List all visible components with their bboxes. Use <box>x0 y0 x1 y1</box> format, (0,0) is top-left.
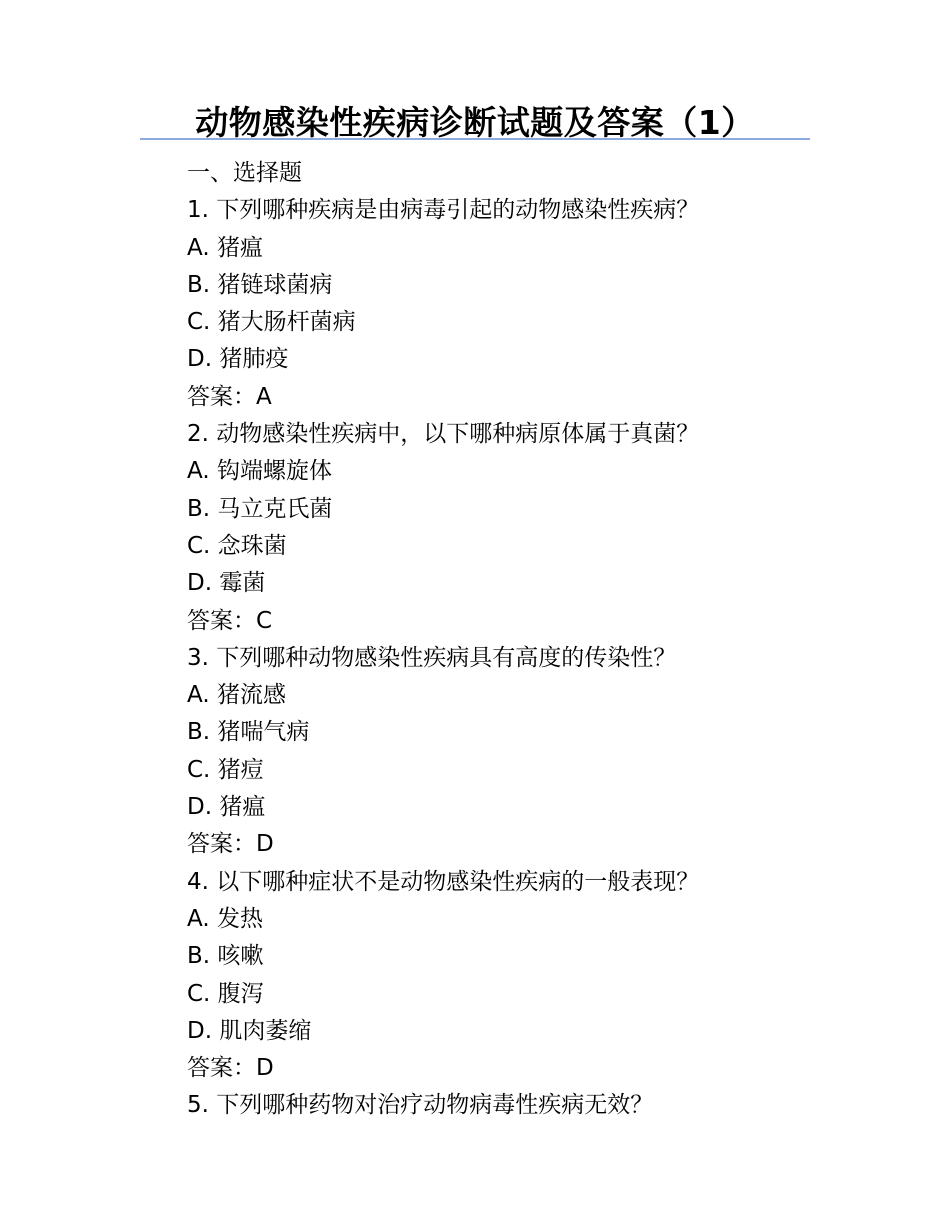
question-block <box>187 416 807 640</box>
question-text: 3. 下列哪种动物感染性疾病具有高度的传染性？ <box>187 644 677 671</box>
question-text: 1. 下列哪种疾病是由病毒引起的动物感染性疾病？ <box>187 197 700 224</box>
answer-text: 答案：D <box>187 1055 274 1082</box>
answer-text: 答案：C <box>187 607 273 634</box>
option-b: B. 咳嗽 <box>187 943 264 970</box>
answer-text: 答案：D <box>187 831 274 858</box>
option-b: B. 马立克氏菌 <box>187 495 333 522</box>
option-a: A. 钩端螺旋体 <box>187 458 332 485</box>
option-c: C. 猪痘 <box>187 756 264 783</box>
option-d: D. 霉菌 <box>187 570 266 597</box>
question-block <box>187 864 807 1088</box>
page-title: 动物感染性疾病诊断试题及答案（1） <box>195 103 755 142</box>
question-text: 4. 以下哪种症状不是动物感染性疾病的一般表现？ <box>187 868 700 895</box>
option-a: A. 猪流感 <box>187 682 286 709</box>
title-underline <box>140 138 810 140</box>
option-d: D. 肌肉萎缩 <box>187 1017 312 1044</box>
option-a: A. 猪瘟 <box>187 234 263 261</box>
question-block <box>187 192 807 416</box>
option-a: A. 发热 <box>187 905 263 932</box>
answer-text: 答案：A <box>187 383 272 410</box>
option-c: C. 猪大肠杆菌病 <box>187 309 356 336</box>
section-heading: 一、选择题 <box>187 160 302 186</box>
document-body <box>187 155 807 1125</box>
option-d: D. 猪肺疫 <box>187 346 289 373</box>
question-block <box>187 640 807 864</box>
option-b: B. 猪喘气病 <box>187 719 310 746</box>
question-block <box>187 1087 807 1124</box>
option-c: C. 腹泻 <box>187 980 264 1007</box>
option-b: B. 猪链球菌病 <box>187 271 333 298</box>
question-text: 5. 下列哪种药物对治疗动物病毒性疾病无效？ <box>187 1092 654 1119</box>
option-c: C. 念珠菌 <box>187 532 287 559</box>
question-text: 2. 动物感染性疾病中，以下哪种病原体属于真菌？ <box>187 421 700 448</box>
option-d: D. 猪瘟 <box>187 794 266 821</box>
